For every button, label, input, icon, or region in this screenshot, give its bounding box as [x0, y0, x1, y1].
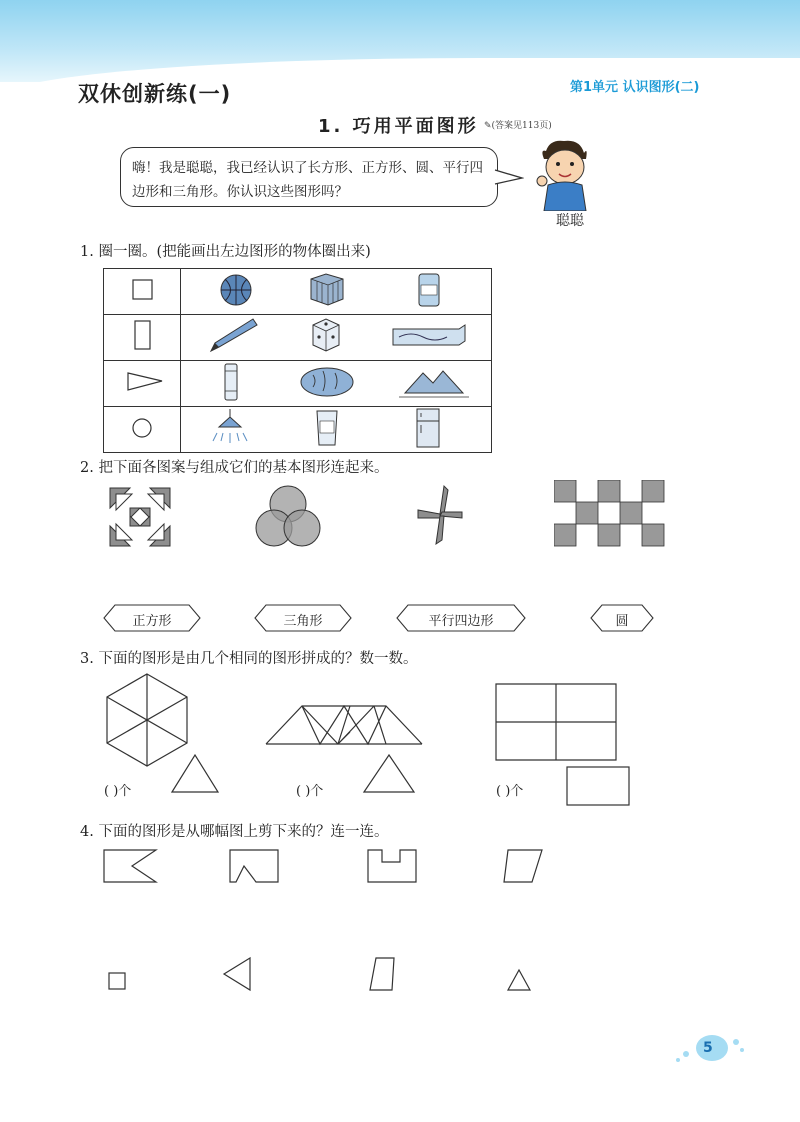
answer-blank-2[interactable]: ( )个 [296, 784, 324, 799]
pencil-ref-icon: ✎ [484, 121, 492, 131]
u-notch-rectangle-icon[interactable] [366, 848, 418, 884]
bubble-tail [494, 168, 524, 188]
objects-cell [181, 361, 492, 407]
milk-tube-icon[interactable] [225, 364, 237, 400]
table-row [104, 269, 492, 315]
answer-reference: ✎(答案见113页) [484, 121, 552, 131]
label-circle[interactable]: 圆 [615, 614, 629, 629]
answer-blank-1[interactable]: ( )个 [104, 784, 132, 799]
objects-cell [181, 407, 492, 453]
circle-icon [104, 407, 180, 448]
small-square-icon[interactable] [108, 972, 128, 992]
rubiks-cube-icon[interactable] [311, 274, 343, 305]
lesson-title: 1. 巧用平面图形 [318, 116, 479, 137]
table-row [104, 407, 492, 453]
four-rectangles-figure [494, 682, 618, 762]
v-notch-square-icon[interactable] [228, 848, 280, 884]
boy-character-icon [530, 137, 594, 211]
shape-cell [104, 361, 181, 407]
q1-table [103, 268, 492, 453]
rectangle-icon [566, 766, 630, 806]
character-name: 聪聪 [556, 213, 584, 229]
three-circles-pattern[interactable] [252, 484, 324, 550]
canister-icon[interactable] [419, 274, 439, 306]
q1-text: 1. 圈一圈。(把能画出左边图形的物体圈出来) [80, 244, 371, 260]
rectangle-icon [104, 315, 180, 356]
objects-cell [181, 315, 492, 361]
shape-cell [104, 407, 181, 453]
mountains-icon[interactable] [399, 371, 469, 397]
arrow-triangles-pattern[interactable] [108, 486, 172, 548]
basketball-icon[interactable] [221, 275, 251, 305]
label-triangle[interactable]: 三角形 [283, 614, 323, 629]
triangle-icon [362, 752, 416, 794]
triangle-row-figure [264, 704, 424, 746]
section-title: 双休创新练(一) [78, 82, 232, 106]
page-number: 5 [703, 1040, 713, 1056]
answer-blank-3[interactable]: ( )个 [496, 784, 524, 799]
label-parallelogram[interactable]: 平行四边形 [428, 614, 494, 629]
table-row [104, 315, 492, 361]
unit-tag: 第1单元 认识图形(二) [570, 80, 700, 95]
trapezoid-icon[interactable] [502, 848, 544, 884]
q3-text: 3. 下面的图形是由几个相同的图形拼成的？数一数。 [80, 651, 418, 667]
notched-rectangle-icon[interactable] [102, 848, 158, 884]
q2-text: 2. 把下面各图案与组成它们的基本图形连起来。 [80, 460, 389, 476]
triangle-icon [104, 361, 180, 402]
bread-icon[interactable] [301, 368, 353, 396]
shape-cell [104, 269, 181, 315]
triangle-icon [170, 752, 220, 794]
small-triangle-icon[interactable] [506, 968, 532, 992]
milk-glass-icon[interactable] [317, 411, 337, 445]
parallelogram-icon[interactable] [368, 956, 396, 992]
shape-cell [104, 315, 181, 361]
checkerboard-pattern[interactable] [554, 480, 668, 548]
pinwheel-pattern[interactable] [416, 484, 464, 546]
square-icon [104, 269, 180, 310]
q4-text: 4. 下面的图形是从哪幅图上剪下来的？连一连。 [80, 824, 389, 840]
refrigerator-icon[interactable] [417, 409, 439, 447]
label-square[interactable]: 正方形 [132, 614, 172, 629]
objects-cell [181, 269, 492, 315]
toothpaste-box-icon[interactable] [393, 325, 465, 345]
table-row [104, 361, 492, 407]
speech-text: 嗨！我是聪聪，我已经认识了长方形、正方形、圆、平行四边形和三角形。你认识这些图形吗？ [132, 160, 483, 200]
dice-icon[interactable] [313, 319, 339, 351]
lamp-icon[interactable] [213, 409, 247, 443]
left-triangle-icon[interactable] [222, 956, 252, 992]
pencil-icon[interactable] [211, 319, 257, 351]
